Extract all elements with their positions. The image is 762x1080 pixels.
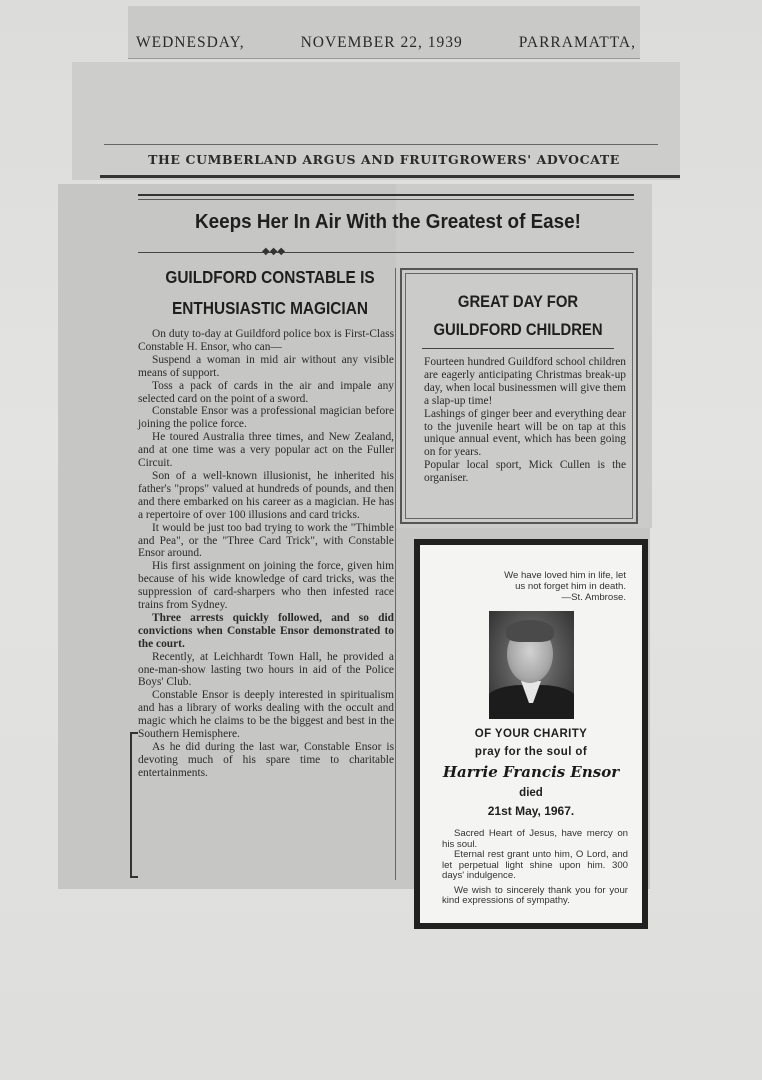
memorial-name: Harrie Francis Ensor (442, 763, 620, 781)
article-paragraph: Three arrests quickly followed, and so did convictions when Constable Ensor demonstrated to the court. (138, 611, 394, 650)
memorial-prayers (442, 829, 628, 907)
headline: Keeps Her In Air With the Greatest of Ease! (195, 210, 581, 233)
memorial-thanks: We wish to sincerely thank you for your kind expressions of sympathy. (442, 884, 628, 906)
article-paragraph: On duty to-day at Guildford police box is First-Class Constable H. Ensor, who can— (138, 328, 394, 353)
memorial-died: died (519, 787, 543, 799)
headline-rule (138, 194, 634, 196)
article-paragraph: As he did during the last war, Constable Ensor is devoting much of his spare time to charitable entertainments. (138, 741, 394, 779)
sidebar-title (419, 288, 617, 344)
memorial-prayer: Eternal rest grant unto him, O Lord, and let perpetual light shine upon him. 300 days' indulgence. (442, 849, 628, 881)
masthead-rule-top (104, 144, 658, 145)
sidebar-title-line1: GREAT DAY FOR (457, 293, 579, 311)
article-paragraph: Suspend a woman in mid air without any visible means of support. (138, 353, 394, 379)
article-paragraph: Son of a well-known illusionist, he inherited his father's "props" valued at hundreds of pounds, and then and there embarked on his career as a magician. He has a repertoire of over 100 illusions and card tricks. (138, 469, 394, 521)
sidebar-body (424, 356, 626, 485)
masthead-rule-bottom (100, 175, 680, 178)
article-paragraph: His first assignment on joining the force, given him because of his wide knowledge of card tricks, was the suppression of card-sharpers who then infested race trains from Sydney. (138, 560, 394, 612)
memorial-date: 21st May, 1967. (487, 804, 575, 818)
portrait-hair (506, 620, 554, 642)
margin-bracket (130, 732, 138, 878)
article-paragraph: It would be just too bad trying to work the "Thimble and Pea", or the "Three Card Trick", with Constable Ensor around. (138, 521, 394, 560)
subheadline (156, 262, 385, 324)
dateline-weekday: WEDNESDAY, (136, 34, 245, 51)
article-paragraph: Constable Ensor was a professional magician before joining the police force. (138, 405, 394, 431)
portrait-photo (489, 611, 574, 719)
memorial-pray: pray for the soul of (474, 746, 588, 758)
subheadline-line1: GUILDFORD CONSTABLE IS (165, 267, 375, 287)
verse-line2: us not forget him in death. (515, 581, 626, 592)
sidebar-title-line2: GUILDFORD CHILDREN (433, 321, 603, 339)
article-paragraph: He toured Australia three times, and New Zealand, and at one time was a very popular act on the Fuller Circuit. (138, 431, 394, 470)
headline-rule (138, 199, 634, 200)
ornament-icon: ◆◆◆ (262, 246, 286, 257)
masthead: THE CUMBERLAND ARGUS AND FRUITGROWERS' ADVOCATE (148, 152, 620, 167)
article-body (138, 328, 394, 780)
verse-line1: We have loved him in life, let (504, 570, 626, 581)
dateline-place: PARRAMATTA, (518, 34, 636, 51)
headline-rule (138, 252, 634, 253)
column-rule (395, 268, 396, 880)
memorial-prayer: Sacred Heart of Jesus, have mercy on his soul. (442, 828, 628, 850)
sidebar-paragraph: Popular local sport, Mick Cullen is the organiser. (424, 459, 626, 485)
article-paragraph: Toss a pack of cards in the air and impale any selected card on the point of a sword. (138, 379, 394, 405)
memorial-verse (426, 570, 626, 603)
dateline (136, 34, 636, 52)
verse-attribution: —St. Ambrose. (561, 592, 626, 603)
dateline-date: NOVEMBER 22, 1939 (300, 34, 463, 51)
subheadline-line2: ENTHUSIASTIC MAGICIAN (172, 298, 368, 318)
sidebar-rule (422, 348, 614, 349)
article-paragraph: Recently, at Leichhardt Town Hall, he provided a one-man-show lasting two hours in aid of the Police Boys' Club. (138, 650, 394, 689)
sidebar-paragraph: Lashings of ginger beer and everything dear to the juvenile heart will be on tap at this unique annual event, which has been going on for years. (424, 407, 626, 459)
article-paragraph: Constable Ensor is deeply interested in spiritualism and has a library of works dealing with the occult and magic which he claims to be the biggest and best in the Southern Hemisphere. (138, 689, 394, 741)
sidebar-paragraph: Fourteen hundred Guildford school children are eagerly anticipating Christmas break-up day, when local businessmen will give them a slap-up time! (424, 356, 626, 407)
memorial-charity: OF YOUR CHARITY (474, 728, 588, 740)
